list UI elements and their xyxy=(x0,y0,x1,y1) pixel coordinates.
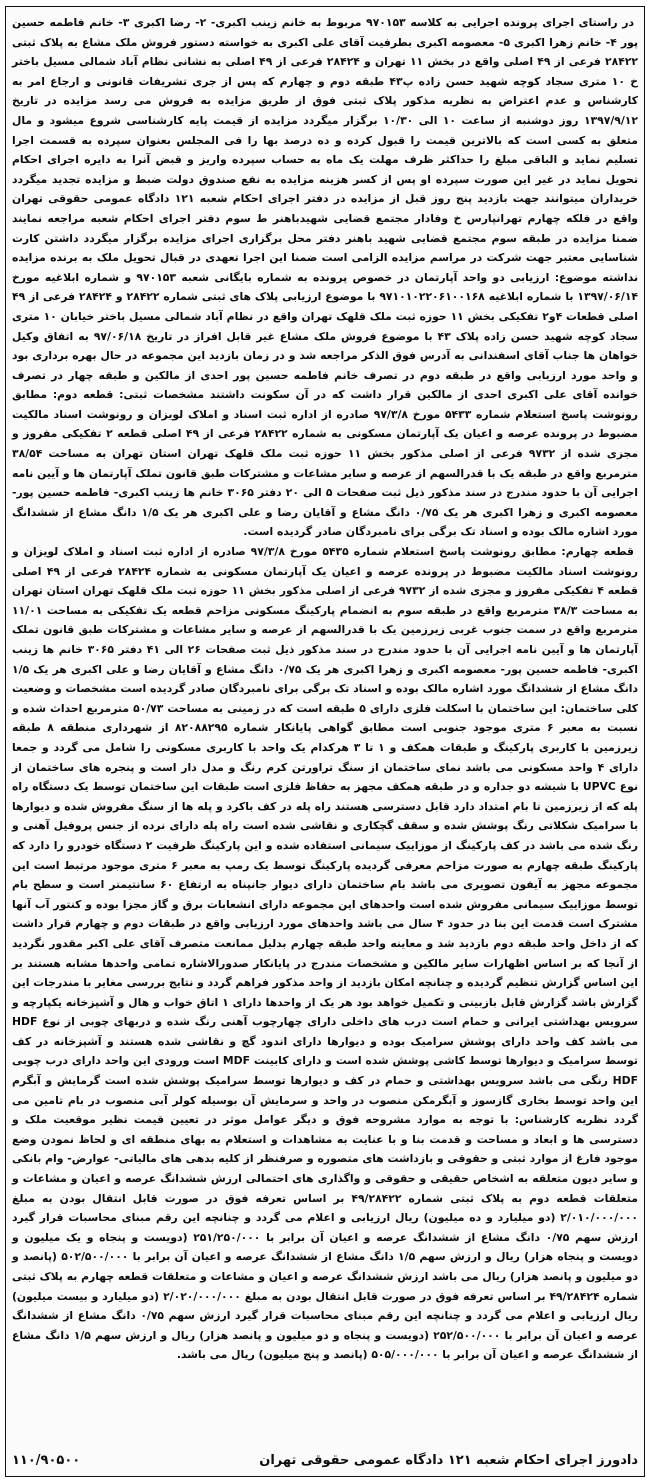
notice-body xyxy=(12,13,638,1365)
notice-paragraph-auction: در راستای اجرای پرونده اجرایی به کلاسه ۹۷۰۱۵۳ مربوط به خانم زینب اکبری- ۲- رضا اکبری ۳- خانم فاطمه حسین پور ۴- خانم زهرا اکبری ۵- معصومه اکبری بطرفیت آقای علی اکبری به خواسته دستور فروش ملک مشاع به پلاک ثبتی ۲۸۴۲۲ فرعی از ۴۹ اصلی واقع در بخش ۱۱ تهران و ۲۸۴۲۴ فرعی از ۴۹ اصلی به نشانی نظام آباد شمالی مسیل باختر خ ۱۰ متری سجاد کوچه شهید حسن زاده پ۴۳ طبقه دوم و چهارم که پس از جری تشریفات قانونی و ارجاع امر به کارشناس و عدم اعتراض به نظریه مذکور پلاک ثبتی فوق از طریق مزایده به فروش می رسد مزایده در تاریخ ۱۳۹۷/۹/۱۲ روز دوشنبه از ساعت ۱۰ الی ۱۰/۳۰ برگزار میگردد مزایده از قیمت پایه کارشناسی شروع میشود و مال متعلق به کسی است که بالاترین قیمت را قبول کرده و ده درصد بها را فی المجلس بعنوان سپرده به قسمت اجرا تسلیم نماید و الباقی مبلغ را حداکثر ظرف مهلت یک ماه به حساب سپرده واریز و قبض آنرا به دایره اجرای احکام تحویل نماید در غیر این صورت سپرده او پس از کسر هزینه مزایده به نفع صندوق دولت ضبط و مزایده تجدید میگردد خریداران میتوانند جهت بازدید پنج روز قبل از مزایده در دفتر اجرای احکام شعبه ۱۲۱ دادگاه عمومی حقوقی تهران واقع در فلکه چهارم تهرانپارس خ وفادار مجتمع قضایی شهیدباهنر ط سوم دفتر اجرای احکام شعبه مراجعه نمایند ضمنا مزایده در طبقه سوم مجتمع قضایی شهید باهنر دفتر محل برگزاری اجرای مزایده برگزار میگردد داشتن کارت شناسایی معتبر جهت شرکت در مراسم مزایده الزامی است ضمنا این اجرا تعهدی در قبال تحویل ملک به برنده مزایده نداشته موضوع: ارزیابی دو واحد آپارتمان در خصوص پرونده به شماره بایگانی شعبه ۹۷۰۱۵۳ و شماره ابلاغیه مورخ ۱۳۹۷/۰۶/۱۴ با شماره ابلاغیه ۹۷۱۰۱۰۲۲۰۶۱۰۰۱۶۸ با موضوع ارزیابی پلاک های ثبتی شماره ۲۸۴۲۲ و ۲۸۴۲۴ فرعی از ۴۹ اصلی قطعات ۴و۲ تفکیکی بخش ۱۱ حوزه ثبت ملک قلهک تهران واقع در نظام آباد شمالی مسیل باختر خیابان ۱۰ متری سجاد کوچه شهید حسن زاده پلاک ۴۳ با موضوع فروش ملک مشاع غیر قابل افراز در تاریخ ۹۷/۰۶/۱۸ به اتفاق وکیل خواهان ها جناب آقای اسفندانی به آدرس فوق الذکر مراجعه شد و در زمان بازدید این مجموعه در حال بهره برداری بود و واحد مورد ارزیابی واقع در طبقه دوم در تصرف خانم فاطمه حسین پور احدی از مالکین و طبقه چهار در تصرف خوانده آقای علی اکبری احدی از مالکین قرار داشت که در آن سکونت داشتند مشخصات ثبتی: قطعه دوم: مطابق رونوشت پاسخ استعلام شماره ۵۴۳۳ مورخ ۹۷/۳/۸ صادره از اداره ثبت اسناد و املاک لویزان و رونوشت اسناد مالکیت مضبوط در پرونده عرصه و اعیان یک آپارتمان مسکونی به شماره ۲۸۴۲۲ فرعی از ۴۹ اصلی قطعه ۲ تفکیکی مفروز و مجزی شده از ۹۷۳۲ فرعی از اصلی مذکور بخش ۱۱ حوزه ثبت ملک قلهک تهران استان تهران به مساحت ۳۸/۵۴ مترمربع واقع در طبقه یک با قدرالسهم از عرصه و سایر مشاعات و مشترکات طبق قانون تملک آپارتمان ها و آیین نامه اجرایی آن با حدود مندرج در سند مذکور ذیل ثبت صفحات ۵ الی ۲۰ دفتر ۳۰۶۵ خانم ها زینب اکبری- فاطمه حسین پور- معصومه اکبری و زهرا اکبری هر یک ۰/۷۵ دانگ مشاع و آقایان رضا و علی اکبری هر یک ۱/۵ دانگ مشاع از ششدانگ مورد اشاره مالک بوده و اسناد تک برگی برای نامبردگان صادر گردیده است. xyxy=(12,16,639,539)
notice-code: ۱۱۰/۹۰۵۰۰ xyxy=(12,1452,81,1468)
notice-issuer: دادورز اجرای احکام شعبه ۱۲۱ دادگاه عمومی حقوقی تهران xyxy=(259,1452,638,1468)
legal-notice xyxy=(5,6,645,1477)
notice-paragraph-valuation: قطعه چهارم: مطابق رونوشت پاسخ استعلام شماره ۵۴۳۵ مورخ ۹۷/۳/۸ صادره از اداره ثبت اسناد و املاک لویزان و رونوشت اسناد مالکیت مضبوط در پرونده عرصه و اعیان یک آپارتمان مسکونی به شماره ۲۸۴۲۴ فرعی از ۴۹ اصلی قطعه ۴ تفکیکی مفروز و مجزی شده از ۹۷۳۲ فرعی از اصلی مذکور بخش ۱۱ حوزه ثبت ملک قلهک تهران استان تهران به مساحت ۳۸/۳ مترمربع واقع در طبقه سوم به انضمام پارکینگ مسکونی مزاحم قطعه یک تفکیکی به مساحت ۱۱/۰۱ مترمربع واقع در سمت جنوب غربی زیرزمین یک با قدرالسهم از عرصه و سایر مشاعات و مشترکات طبق قانون تملک آپارتمان ها و آیین نامه اجرایی آن با حدود مندرج در سند مذکور ذیل ثبت صفحات ۲۶ الی ۴۱ دفتر ۳۰۶۵ خانم ها زینب اکبری- فاطمه حسین پور- معصومه اکبری و زهرا اکبری هر یک ۰/۷۵ دانگ مشاع و آقایان رضا و علی اکبری هر یک ۱/۵ دانگ مشاع از ششدانگ مورد اشاره مالک بوده و اسناد تک برگی برای نامبردگان صادر گردیده است مشخصات و وضعیت کلی ساختمان: این ساختمان با اسکلت فلزی دارای ۵ طبقه است که در زمینی به مساحت ۵۰/۷۳ مترمربع احداث شده و نسبت به معبر ۶ متری موجود جنوبی است مطابق گواهی پایانکار شماره ۸۲۰۸۸۲۹۵ از شهرداری منطقه ۸ طبقه زیرزمین با کاربری پارکینگ و طبقات همکف و ۱ تا ۳ هرکدام یک واحد با کاربری مسکونی را شامل می گردد و جمعا دارای ۴ واحد مسکونی می باشد نمای ساختمان از سنگ تراورتن کرم رنگ و مدل دار است و پنجره های ساختمان از نوع UPVC با شیشه دو جداره و در طبقه همکف مجهز به حفاظ فلزی است طبقات این ساختمان توسط یک دستگاه راه پله که از زیرزمین تا بام امتداد دارد قابل دسترسی هستند راه پله در کف باکرد و پله ها از سنگ مفروش شده و دیوارها با سرامیک شکلاتی رنگ پوشش شده و سقف گچکاری و نقاشی شده است راه پله دارای نرده از جنس پروفیل آهنی و رنگ شده می باشد در کف پارکینگ از موزاییک سیمانی استفاده شده و این پارکینگ ظرفیت ۲ دستگاه خودرو را دارد که پارکینگ طبقه چهارم به صورت مزاحم معرفی گردیده پارکینگ توسط یک رمپ به معبر ۶ متری موجود مرتبط است این مجموعه مجهز به آیفون تصویری می باشد بام ساختمان دارای دیوار جانپناه به ارتفاع ۶۰ سانتیمتر است و سطح بام توسط موزاییک سیمانی مفروش شده است واحدهای این مجموعه دارای انشعابات برق و گاز مجزا بوده و کنتور آب آنها مشترک است قدمت این بنا در حدود ۴ سال می باشد واحدهای مورد ارزیابی واقع در طبقات دوم و چهارم قرار داشت که از داخل واحد طبقه دوم بازدید شد و معاینه واحد طبقه چهارم بدلیل ممانعت متصرف آقای علی اکبر مقدور نگردید از آنجا که بر اساس اظهارات سایر مالکین و مشخصات مندرج در پایانکار صدورالاشاره تمامی واحدها مشابه هستند بر این اساس گزارش تنظیم گردیده و چنانچه امکان بازدید از واحد مذکور فراهم گردد و نتایج بررسی مغایر با مندرجات این گزارش باشد گزارش قابل بازبینی و تکمیل خواهد بود هر یک از واحدها دارای ۱ اتاق خواب و هال و آشپزخانه یکپارچه و سرویس بهداشتی ایرانی و حمام است درب های داخلی دارای چهارچوب آهنی رنگ شده و دربهای چوبی از نوع HDF می باشد کف واحد دارای پوشش سرامیک بوده و دیوارها دارای اندود گچ و نقاشی شده هستند و آشپزخانه در کف توسط سرامیک و دیوارها توسط کاشی پوشش شده است و دارای کابینت MDF است ورودی این واحد دارای درب چوبی HDF رنگی می باشد سرویس بهداشتی و حمام در کف و دیوارها توسط سرامیک پوشش شده است گرمایش و آبگرم این واحد توسط بخاری گازسوز و آبگرمکن منصوب در واحد و سرمایش آن بوسیله کولر آبی منصوب در بام تامین می گردد نظریه کارشناس: با توجه به موارد مشروحه فوق و دیگر عوامل موثر در تعیین قیمت نظیر موقعیت ملک و دسترسی ها و ابعاد و مساحت و قدمت بنا و با عنایت به مشاهدات و استعلام به بهای منطقه ای و لحاظ نمودن وضع موجود فارغ از موارد ثبتی و حقوقی و بازداشت های متصوره و صرفنظر از کلیه بدهی های مالیاتی- عوارض- وام بانکی و سایر دیون متعلقه به اشخاص حقیقی و حقوقی و واگذاری های احتمالی ارزش ششدانگ عرصه و اعیان و مشاعات و متعلقات قطعه دوم به پلاک ثبتی شماره ۴۹/۲۸۴۲۲ بر اساس تعرفه فوق در صورت قابل انتقال بودن به مبلغ ۲/۰۱۰/۰۰۰/۰۰۰ (دو میلیارد و ده میلیون) ریال ارزیابی و اعلام می گردد و چنانچه این رقم مبنای محاسبات قرار گیرد ارزش سهم ۰/۷۵ دانگ مشاع از ششدانگ عرصه و اعیان آن برابر با ۲۵۱/۲۵۰/۰۰۰ (دویست و پنجاه و یک میلیون و دویست و پنجاه هزار) ریال و ارزش سهم ۱/۵ دانگ مشاع از ششدانگ عرصه و اعیان آن برابر با ۵۰۲/۵۰۰/۰۰۰ (پانصد و دو میلیون و پانصد هزار) ریال می باشد ارزش ششدانگ عرصه و اعیان و مشاعات و متعلقات قطعه چهارم به پلاک ثبتی شماره ۴۹/۲۸۴۲۴ بر اساس تعرفه فوق در صورت قابل انتقال بودن به مبلغ ۲/۰۲۰/۰۰۰/۰۰۰ (دو میلیارد و بیست میلیون) ریال ارزیابی و اعلام می گردد و چنانچه این رقم مبنای محاسبات قرار گیرد ارزش سهم ۰/۷۵ دانگ مشاع از ششدانگ عرصه و اعیان آن برابر با ۲۵۲/۵۰۰/۰۰۰ (دویست و پنجاه و دو میلیون و پانصد هزار) ریال و ارزش سهم ۱/۵ دانگ مشاع از ششدانگ عرصه و اعیان آن برابر با ۵۰۵/۰۰۰/۰۰۰ (پانصد و پنج میلیون) ریال می باشد. xyxy=(12,545,639,1362)
notice-footer xyxy=(12,1448,638,1472)
